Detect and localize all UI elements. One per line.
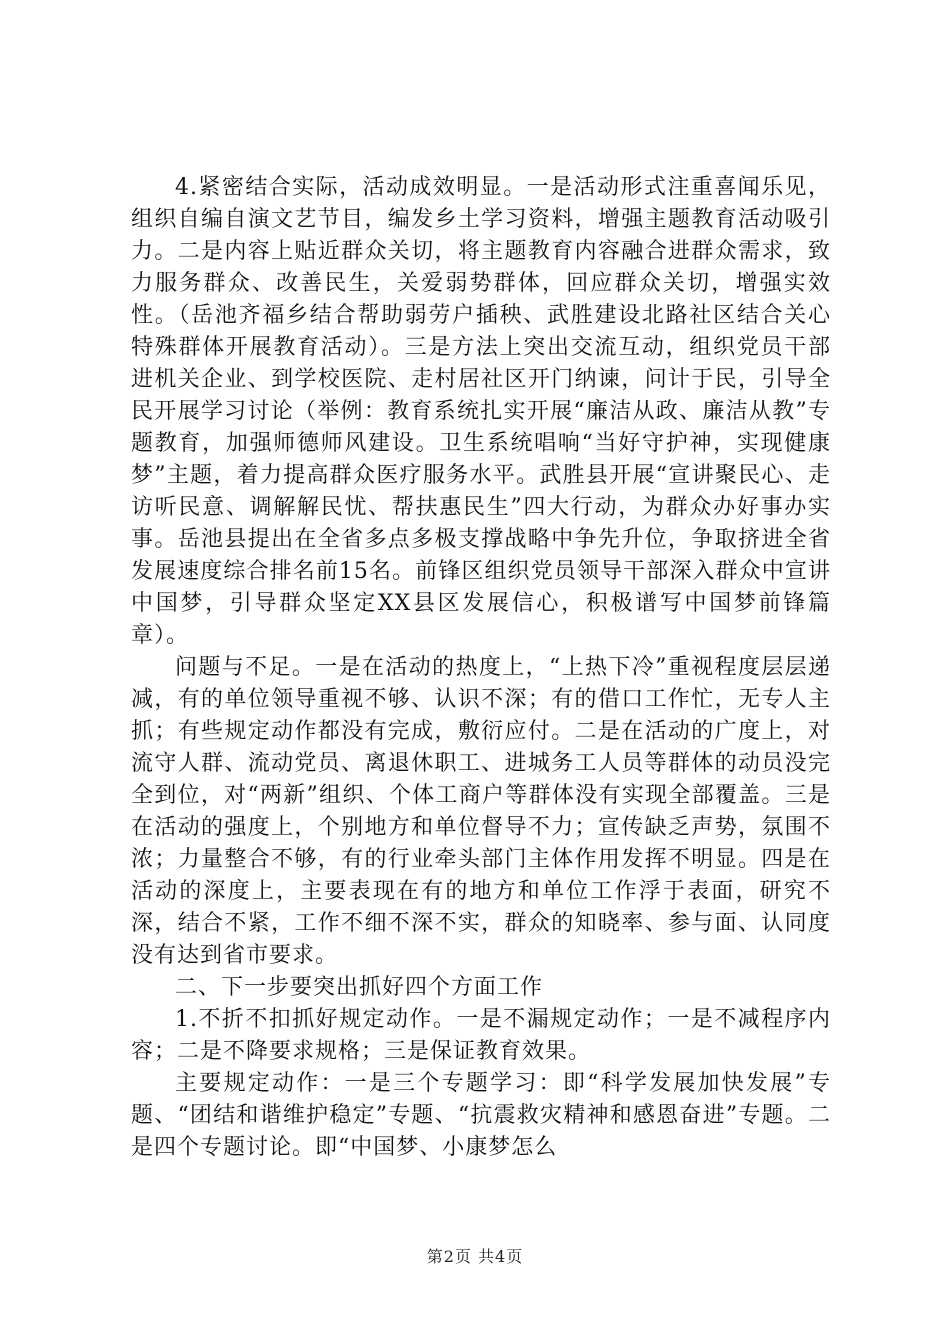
page-footer: 第2页 共4页 [426,1247,524,1266]
paragraph-required-actions: 1.不折不扣抓好规定动作。一是不漏规定动作；一是不减程序内容；二是不降要求规格；三是保证教育效果。 [131,1007,831,1064]
paragraph-achievements: 4.紧密结合实际，活动成效明显。一是活动形式注重喜闻乐见，组织自编自演文艺节目，编发乡土学习资料，增强主题教育活动吸引力。二是内容上贴近群众关切，将主题教育内容融合进群众需求，致力服务群众、改善民生，关爱弱势群体，回应群众关切，增强实效性。（岳池齐福乡结合帮助弱劳户插秧、武胜建设北路社区结合关心特殊群体开展教育活动）。三是方法上突出交流互动，组织党员干部进机关企业、到学校医院、走村居社区开门纳谏，问计于民，引导全民开展学习讨论（举例：教育系统扎实开展“廉洁从政、廉洁从教”专题教育，加强师德师风建设。卫生系统唱响“当好守护神，实现健康梦”主题，着力提高群众医疗服务水平。武胜县开展“宣讲聚民心、走访听民意、调解解民忧、帮扶惠民生”四大行动，为群众办好事办实事。岳池县提出在全省多点多极支撑战略中争先升位，争取挤进全省发展速度综合排名前15名。前锋区组织党员领导干部深入群众中宣讲中国梦，引导群众坚定XX县区发展信心，积极谱写中国梦前锋篇章）。 [131,175,831,648]
section-heading: 二、下一步要突出抓好四个方面工作 [175,975,544,1000]
paragraph-main-actions: 主要规定动作：一是三个专题学习：即“科学发展加快发展”专题、“团结和谐维护稳定”专题、“抗震救灾精神和感恩奋进”专题。二是四个专题讨论。即“中国梦、小康梦怎么 [131,1071,831,1160]
document-body [131,172,831,1164]
paragraph-problems: 问题与不足。一是在活动的热度上，“上热下冷”重视程度层层递减，有的单位领导重视不够、认识不深；有的借口工作忙，无专人主抓；有些规定动作都没有完成，敷衍应付。二是在活动的广度上，对流守人群、流动党员、离退休职工、进城务工人员等群体的动员没完全到位，对“两新”组织、个体工商户等群体没有实现全部覆盖。三是在活动的强度上，个别地方和单位督导不力；宣传缺乏声势，氛围不浓；力量整合不够，有的行业牵头部门主体作用发挥不明显。四是在活动的深度上，主要表现在有的地方和单位工作浮于表面，研究不深，结合不紧，工作不细不深不实，群众的知晓率、参与面、认同度没有达到省市要求。 [131,655,831,968]
